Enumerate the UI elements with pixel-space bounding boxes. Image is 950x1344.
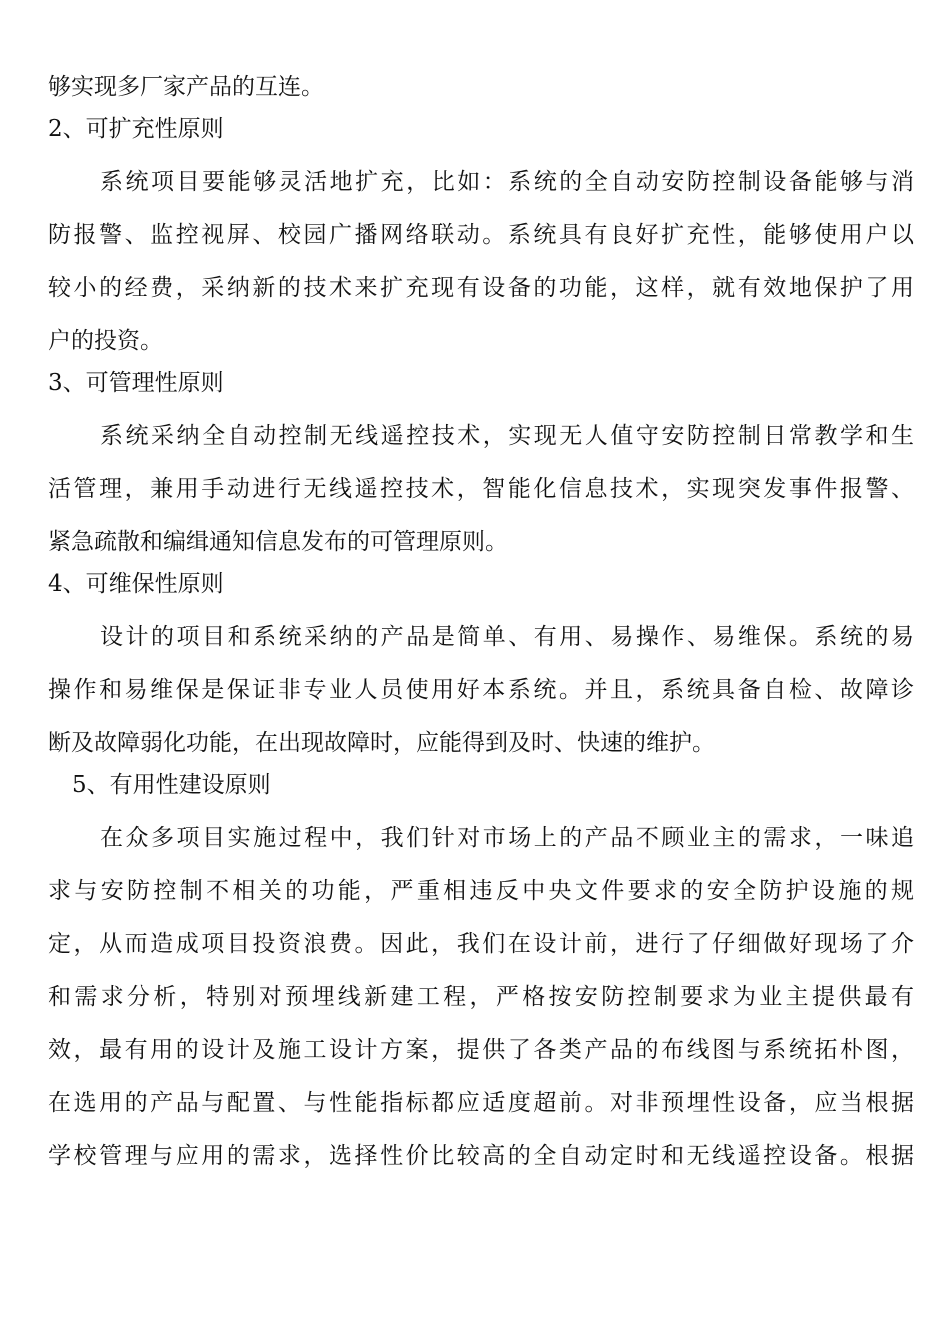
paragraph-line: 系统采纳全自动控制无线遥控技术，实现无人值守安防控制日常教学和生 xyxy=(100,423,914,449)
section-heading-5: 5、有用性建设原则 xyxy=(72,772,271,798)
paragraph-line: 较小的经费，采纳新的技术来扩充现有设备的功能，这样，就有效地保护了用 xyxy=(48,275,914,301)
paragraph-line: 和需求分析，特别对预埋线新建工程，严格按安防控制要求为业主提供最有 xyxy=(48,984,914,1010)
paragraph-line: 求与安防控制不相关的功能，严重相违反中央文件要求的安全防护设施的规 xyxy=(48,878,914,904)
section-heading-4: 4、可维保性原则 xyxy=(48,571,224,597)
paragraph-line: 活管理，兼用手动进行无线遥控技术，智能化信息技术，实现突发事件报警、 xyxy=(48,476,914,502)
paragraph-continuation: 够实现多厂家产品的互连。 xyxy=(48,74,324,100)
paragraph-line: 系统项目要能够灵活地扩充，比如：系统的全自动安防控制设备能够与消 xyxy=(100,169,914,195)
section-heading-3: 3、可管理性原则 xyxy=(48,370,224,396)
paragraph-line: 断及故障弱化功能，在出现故障时，应能得到及时、快速的维护。 xyxy=(48,730,715,756)
paragraph-line: 定，从而造成项目投资浪费。因此，我们在设计前，进行了仔细做好现场了介 xyxy=(48,931,914,957)
paragraph-line: 学校管理与应用的需求，选择性价比较高的全自动定时和无线遥控设备。根据 xyxy=(48,1143,914,1169)
paragraph-line: 设计的项目和系统采纳的产品是简单、有用、易操作、易维保。系统的易 xyxy=(100,624,914,650)
document-page xyxy=(48,74,914,1169)
section-heading-2: 2、可扩充性原则 xyxy=(48,116,224,142)
paragraph-line: 在选用的产品与配置、与性能指标都应适度超前。对非预埋性设备，应当根据 xyxy=(48,1090,914,1116)
paragraph-line: 操作和易维保是保证非专业人员使用好本系统。并且，系统具备自检、故障诊 xyxy=(48,677,914,703)
paragraph-line: 紧急疏散和编缉通知信息发布的可管理原则。 xyxy=(48,529,508,555)
paragraph-line: 在众多项目实施过程中，我们针对市场上的产品不顾业主的需求，一味追 xyxy=(100,825,914,851)
paragraph-line: 防报警、监控视屏、校园广播网络联动。系统具有良好扩充性，能够使用户以 xyxy=(48,222,914,248)
paragraph-line: 户的投资。 xyxy=(48,328,163,354)
paragraph-line: 效，最有用的设计及施工设计方案，提供了各类产品的布线图与系统拓朴图， xyxy=(48,1037,914,1063)
